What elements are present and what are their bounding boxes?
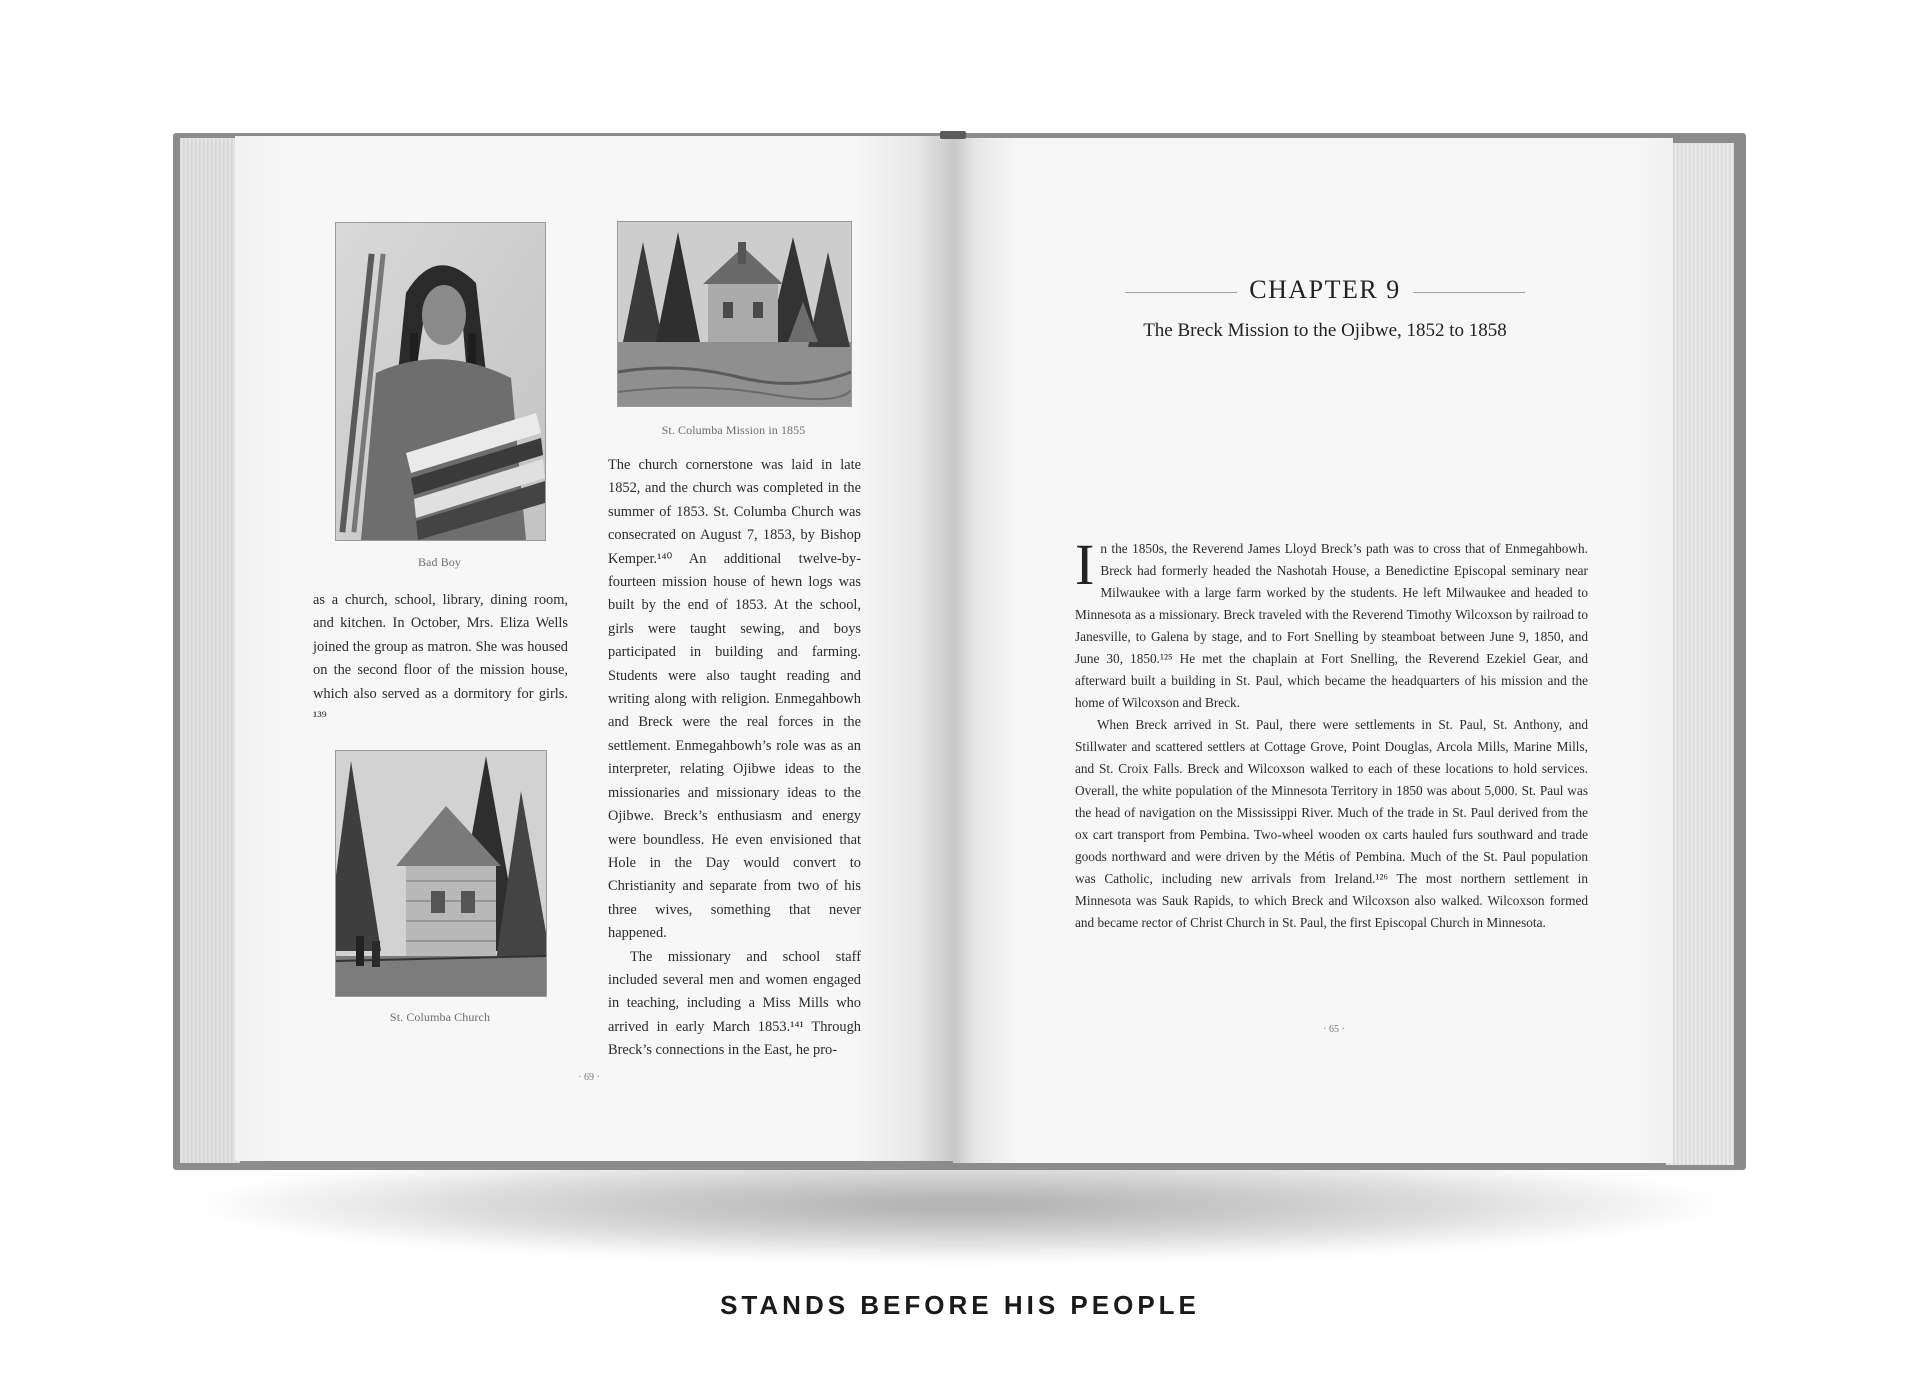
paragraph-text: n the 1850s, the Reverend James Lloyd Breck’s path was to cross that of Enmegahbowh. Breck had formerly headed the Nashotah House, a Benedictine Episcopal seminary near Milwaukee with a large farm worked by the students. He left Milwaukee and headed to Minnesota as a missionary. Breck traveled with the Reverend Timothy Wilcoxson by railroad to Janesville, to Galena by stage, and to Fort Snelling by steamboat between June 9, 1850, and June 30, 1850.¹²⁵ He met the chaplain at Fort Snelling, the Reverend Ezekiel Gear, and afterward built a building in St. Paul, which became the headquarters of his mission and the home of Wilcoxson and Breck.: [1075, 541, 1588, 710]
paragraph: The missionary and school staff included several men and women engaged in teaching, including a Miss Mills who arrived in early March 1853.¹⁴¹ Through Breck’s connections in the East, he pro-: [608, 948, 861, 1059]
paragraph: [1075, 532, 1588, 714]
photo-st-columba-mission: [617, 221, 852, 407]
paragraph: When Breck arrived in St. Paul, there were settlements in St. Paul, St. Anthony, and Stillwater and scattered settlers at Cottage Grove, Point Douglas, Arcola Mills, Marine Mills, and St. Croix Falls. Breck and Wilcoxson walked to each of these locations to hold services. Overall, the white population of the Minnesota Territory in 1850 was about 5,000. St. Paul was the head of navigation on the Mississippi River. Much of the trade in St. Paul derived from the ox cart transport from Pembina. Two-wheel wooden ox carts hauled furs southward and trade goods northward and were driven by the Métis of Pembina. Much of the St. Paul population was Catholic, including new arrivals from Ireland.¹²⁶ The most northern settlement in Minnesota was Sauk Rapids, to which Breck and Wilcoxson also walked. Wilcoxson formed and became rector of Christ Church in St. Paul, the first Episcopal Church in Minnesota.: [1075, 717, 1588, 930]
left-column-2: [608, 454, 861, 1063]
paragraph: The church cornerstone was laid in late 1852, and the church was completed in the summer of 1853. St. Columba Church was consecrated on August 7, 1853, by Bishop Kemper.¹⁴⁰ An additional twelve-by-fourteen mission house of hewn logs was built by the end of 1853. At the school, girls were taught sewing, and boys participated in building and farming. Students were also taught reading and writing along with religion. Enmegahbowh and Breck were the real forces in the settlement. Enmegahbowh’s role was as an interpreter, relating Ojibwe ideas to the missionaries and missionary ideas to the Ojibwe. Breck’s enthusiasm and energy were boundless. He even envisioned that Hole in the Day would convert to Christianity and separate from two of his three wives, something that never happened.: [608, 457, 861, 942]
right-column: [1075, 532, 1588, 934]
page-number-left: · 69 ·: [578, 1072, 600, 1083]
book-title: STANDS BEFORE HIS PEOPLE: [720, 1290, 1200, 1320]
caption-st-columba-church: St. Columba Church: [389, 1010, 491, 1024]
page-stack-left: [180, 138, 240, 1163]
chapter-subtitle: The Breck Mission to the Ojibwe, 1852 to 1858: [1143, 320, 1507, 341]
drop-cap: I: [1075, 532, 1095, 597]
caption-bad-boy: Bad Boy: [417, 555, 462, 569]
chapter-title: CHAPTER 9: [1249, 275, 1401, 304]
page-stack-right: [1666, 143, 1734, 1165]
left-column-1: [313, 589, 568, 729]
caption-st-columba-mission: St. Columba Mission in 1855: [661, 423, 806, 437]
paragraph: as a church, school, library, dining room, and kitchen. In October, Mrs. Eliza Wells joined the group as matron. She was housed on the second floor of the mission house, which also served as a dormitory for girls. ¹³⁹: [313, 592, 568, 726]
book-spine-gap: [940, 131, 966, 139]
photo-bad-boy: [335, 222, 546, 541]
photo-st-columba-church: [335, 750, 547, 997]
page-number-right: · 65 ·: [1323, 1024, 1345, 1035]
